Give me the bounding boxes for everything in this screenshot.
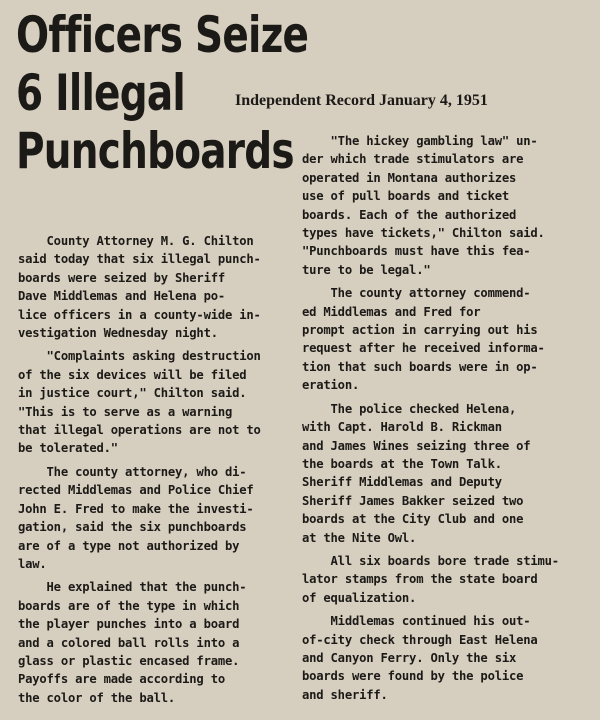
text-line: types have tickets," Chilton said. xyxy=(302,226,545,241)
text-line: the player punches into a board xyxy=(18,617,240,632)
text-line: boards were found by the police xyxy=(302,669,524,684)
text-line: and James Wines seizing three of xyxy=(302,438,531,453)
text-line: of equalization. xyxy=(302,590,417,605)
text-line: Sheriff James Bakker seized two xyxy=(302,493,524,508)
text-line: "Punchboards must have this fea- xyxy=(302,244,531,259)
text-line: lator stamps from the state board xyxy=(302,572,538,587)
article-column-left xyxy=(18,232,280,712)
text-line: are of a type not authorized by xyxy=(18,538,240,553)
text-line: Sheriff Middlemas and Deputy xyxy=(302,475,502,490)
text-line: that illegal operations are not to xyxy=(18,423,261,438)
text-line: He explained that the punch- xyxy=(18,580,247,595)
text-line: at the Nite Owl. xyxy=(302,530,417,545)
text-line: der which trade stimulators are xyxy=(302,152,524,167)
text-line: glass or plastic encased frame. xyxy=(18,653,240,668)
text-line: lice officers in a county-wide in- xyxy=(18,307,261,322)
headline-line: Punchboards xyxy=(16,122,294,180)
source-citation: Independent Record January 4, 1951 xyxy=(235,92,488,109)
text-line: be tolerated." xyxy=(18,441,118,456)
paragraph xyxy=(302,132,592,279)
paragraph xyxy=(18,232,280,342)
article-column-right xyxy=(302,132,592,709)
paragraph xyxy=(18,347,280,457)
text-line: "The hickey gambling law" un- xyxy=(302,134,538,148)
text-line: said today that six illegal punch- xyxy=(18,252,261,267)
paragraph xyxy=(302,612,592,704)
paragraph xyxy=(302,284,592,394)
text-line: the boards at the Town Talk. xyxy=(302,456,502,471)
headline-line: 6 Illegal xyxy=(16,64,186,122)
text-line: The police checked Helena, xyxy=(302,401,517,416)
headline-line: Officers Seize xyxy=(16,6,309,64)
text-line: and sheriff. xyxy=(302,687,388,702)
text-line: County Attorney M. G. Chilton xyxy=(18,234,254,248)
text-line: John E. Fred to make the investi- xyxy=(18,501,254,516)
text-line: operated in Montana authorizes xyxy=(302,170,517,185)
text-line: gation, said the six punchboards xyxy=(18,520,247,535)
text-line: and a colored ball rolls into a xyxy=(18,635,240,650)
paragraph xyxy=(302,552,592,607)
headline xyxy=(16,6,309,180)
text-line: boards are of the type in which xyxy=(18,598,240,613)
text-line: Middlemas continued his out- xyxy=(302,614,531,629)
text-line: boards were seized by Sheriff xyxy=(18,270,225,285)
paragraph xyxy=(18,463,280,573)
text-line: The county attorney commend- xyxy=(302,286,531,301)
text-line: ed Middlemas and Fred for xyxy=(302,304,481,319)
text-line: request after he received informa- xyxy=(302,341,545,356)
text-line: tion that such boards were in op- xyxy=(302,359,538,374)
text-line: the color of the ball. xyxy=(18,690,176,705)
text-line: "Complaints asking destruction xyxy=(18,349,261,364)
text-line: in justice court," Chilton said. xyxy=(18,386,247,401)
text-line: Dave Middlemas and Helena po- xyxy=(18,289,225,304)
paragraph xyxy=(302,400,592,547)
text-line: rected Middlemas and Police Chief xyxy=(18,483,254,498)
text-line: and Canyon Ferry. Only the six xyxy=(302,650,517,665)
text-line: of-city check through East Helena xyxy=(302,632,538,647)
text-line: ture to be legal." xyxy=(302,262,431,277)
text-line: eration. xyxy=(302,378,360,393)
text-line: use of pull boards and ticket xyxy=(302,189,509,204)
text-line: boards. Each of the authorized xyxy=(302,207,517,222)
text-line: All six boards bore trade stimu- xyxy=(302,553,559,568)
text-line: prompt action in carrying out his xyxy=(302,323,538,338)
text-line: The county attorney, who di- xyxy=(18,464,247,479)
paragraph xyxy=(18,578,280,707)
text-line: with Capt. Harold B. Rickman xyxy=(302,420,502,435)
text-line: boards at the City Club and one xyxy=(302,512,524,527)
text-line: "This is to serve as a warning xyxy=(18,404,233,419)
text-line: of the six devices will be filed xyxy=(18,367,247,382)
text-line: law. xyxy=(18,556,47,571)
text-line: vestigation Wednesday night. xyxy=(18,326,218,341)
text-line: Payoffs are made according to xyxy=(18,672,225,687)
